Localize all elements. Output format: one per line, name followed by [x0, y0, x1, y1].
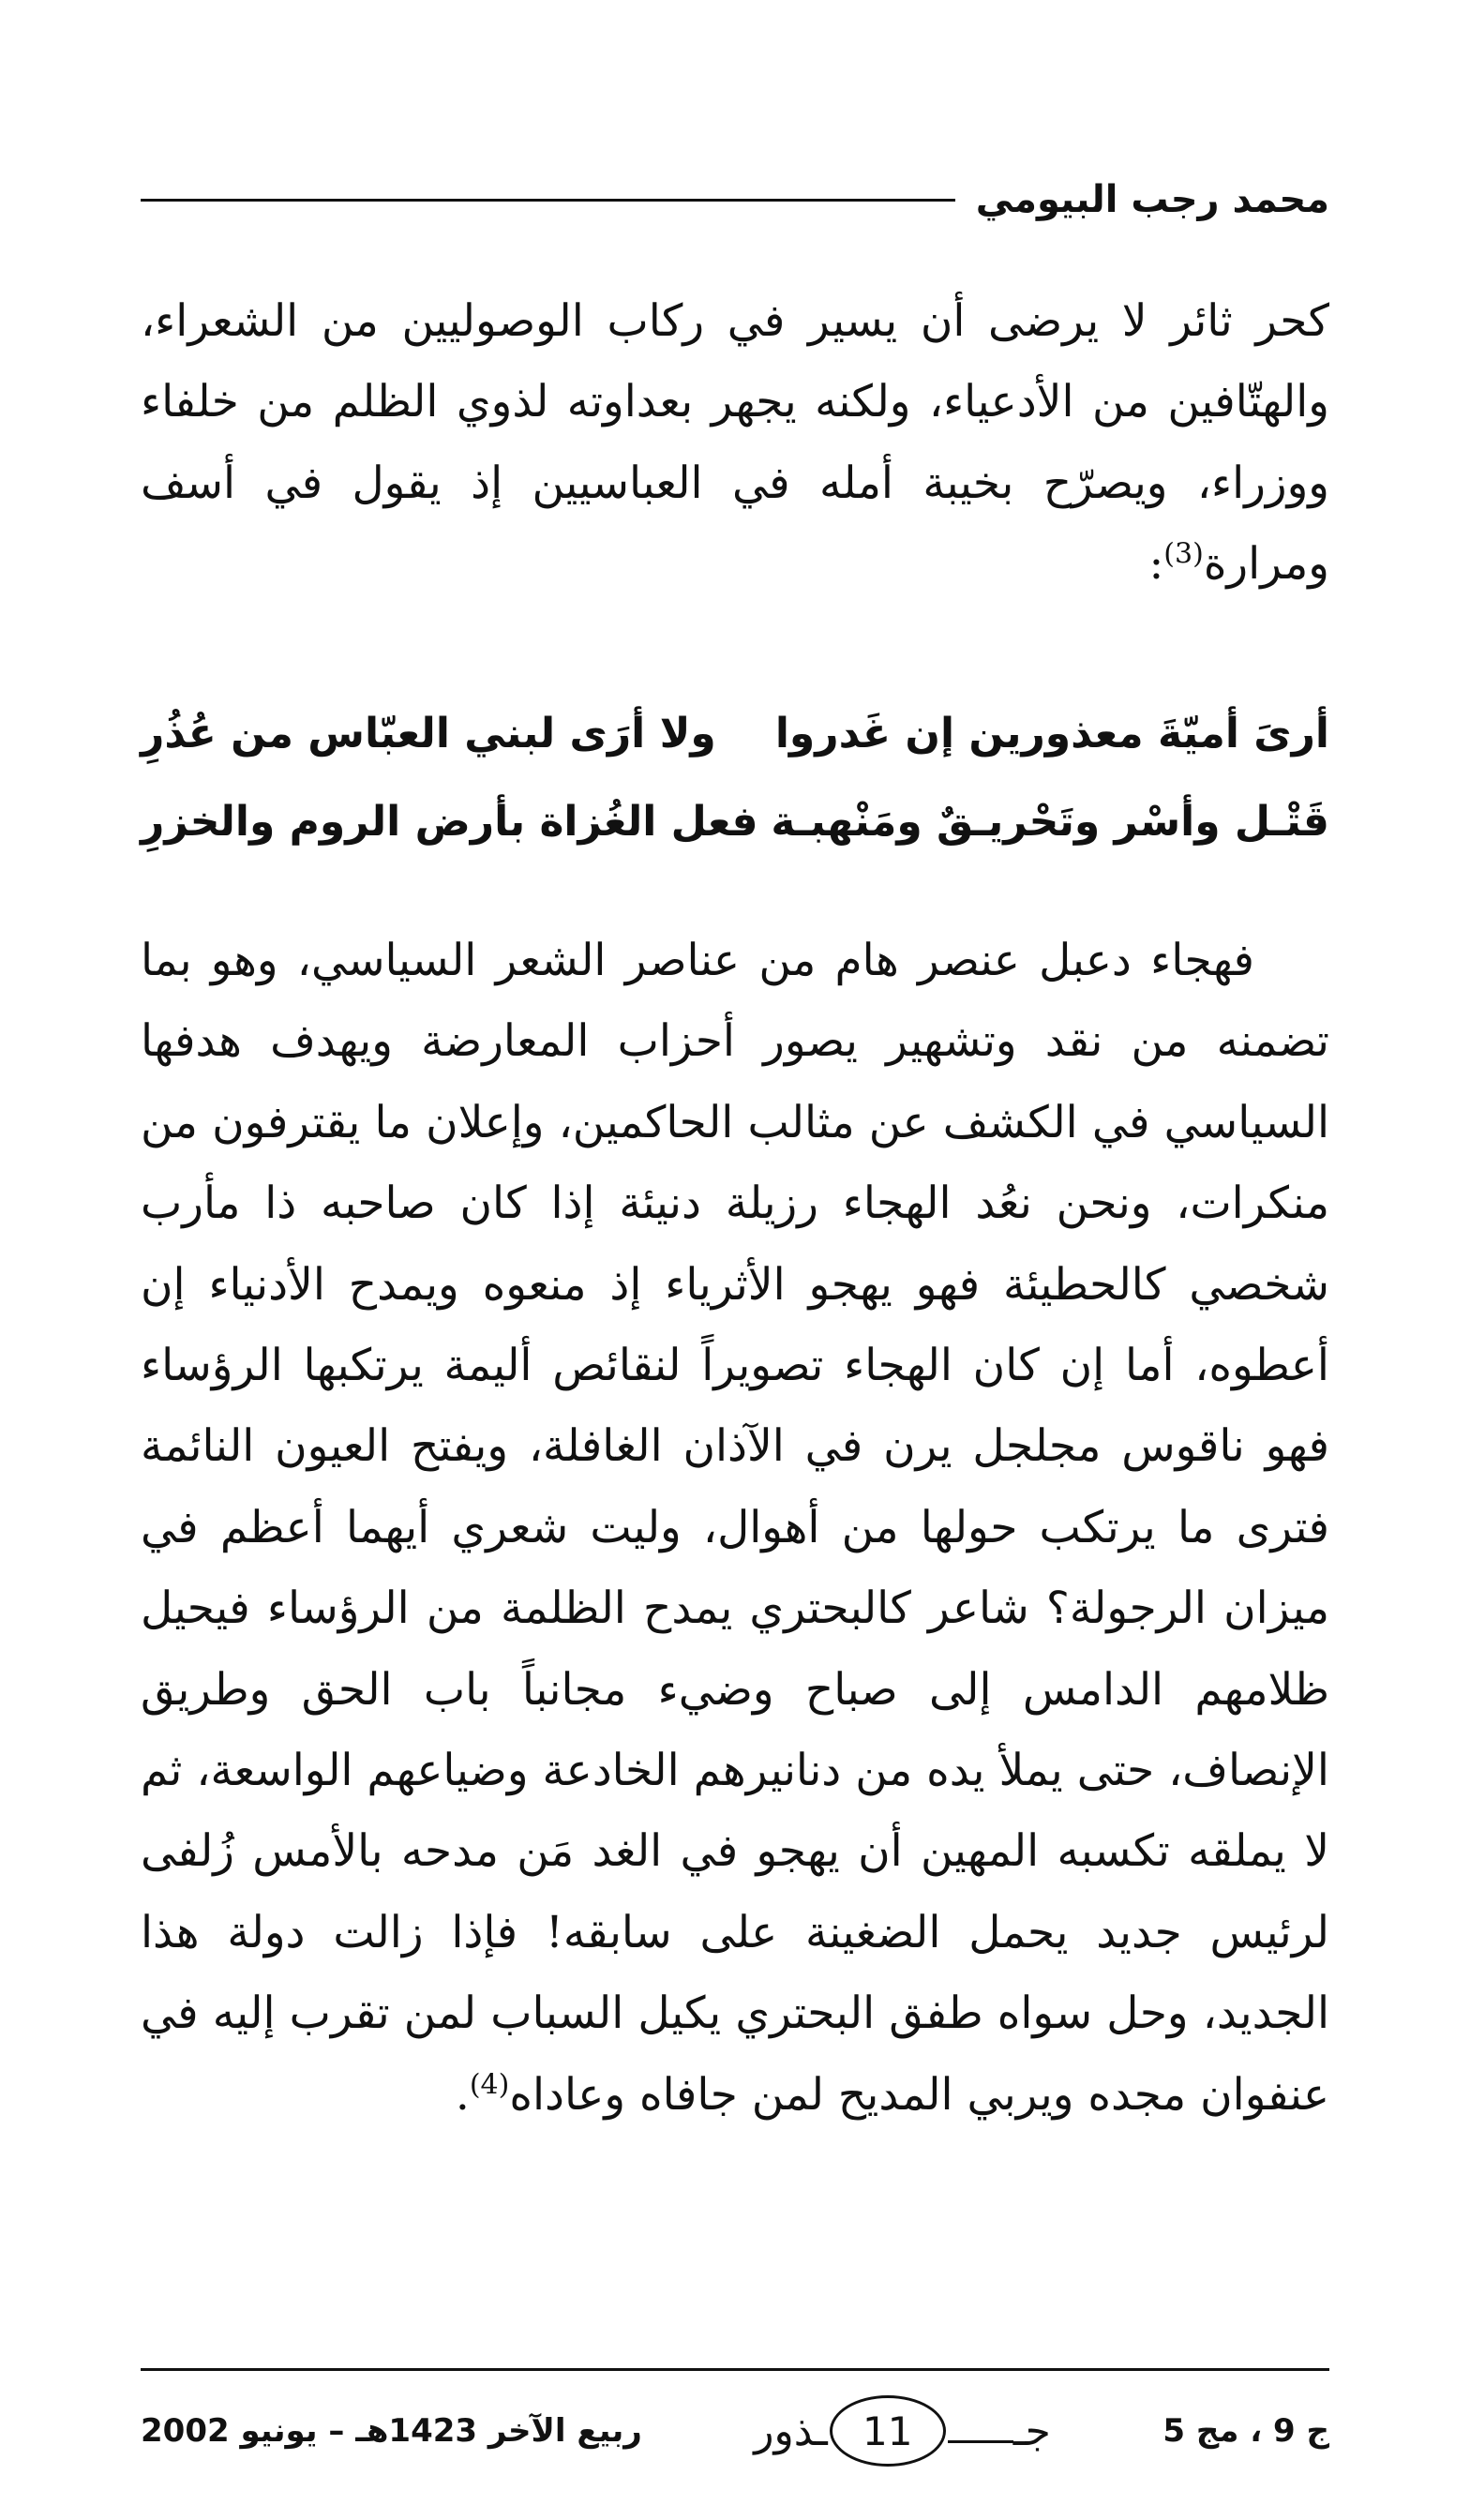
- issue-date: ربيع الآخر 1423هـ – يونيو 2002: [141, 2412, 642, 2450]
- journal-prefix: جـ: [1012, 2407, 1051, 2455]
- verse-line: [141, 777, 1329, 865]
- poem-verses: [141, 689, 1329, 865]
- verse-second-hemistich: ولا أرَى لبني العبّاس من عُذُرِ: [141, 709, 716, 758]
- verse-second-hemistich: فعل الغُزاة بأرض الروم والخزرِ: [141, 797, 758, 846]
- paragraph-2: [141, 921, 1329, 2136]
- journal-name: [754, 2395, 1051, 2467]
- page-number: 11: [830, 2395, 946, 2467]
- issue-volume: ج 9 ، مج 5: [1162, 2412, 1329, 2450]
- paragraph-1-text: كحر ثائر لا يرضى أن يسير في ركاب الوصوليين من الشعراء، والهتّافين من الأدعياء، ولكنه يجهر بعداوته لذوي الظلم من خلفاء ووزراء، ويصرّح بخيبة أمله في العباسيين إذ يقول في أسف ومرارة: [141, 295, 1329, 591]
- journal-suffix: ـذور: [754, 2407, 828, 2455]
- paragraph-2-end: .: [455, 2068, 470, 2121]
- paragraph-2-text: فهجاء دعبل عنصر هام من عناصر الشعر السياسي، وهو بما تضمنه من نقد وتشهير يصور أحزاب المعارضة ويهدف هدفها السياسي في الكشف عن مثالب الحاكمين، وإعلان ما يقترفون من منكرات، ونحن نعُد الهجاء رزيلة دنيئة إذا كان صاحبه ذا مأرب شخصي كالحطيئة فهو يهجو الأثرياء إذ منعوه ويمدح الأدنياء إن أعطوه، أما إن كان الهجاء تصويراً لنقائص أليمة يرتكبها الرؤساء فهو ناقوس مجلجل يرن في الآذان الغافلة، ويفتح العيون النائمة فترى ما يرتكب حولها من أهوال، وليت شعري أيهما أعظم في ميزان الرجولة؟ شاعر كالبحتري يمدح الظلمة من الرؤساء فيحيل ظلامهم الدامس إلى صباح وضيء مجانباً باب الحق وطريق الإنصاف، حتى يملأ يده من دنانيرهم الخادعة وضياعهم الواسعة، ثم لا يملقه تكسبه المهين أن يهجو في الغد مَن مدحه بالأمس زُلفى لرئيس جديد يحمل الضغينة على سابقه! فإذا زالت دولة هذا الجديد، وحل سواه طفق البحتري يكيل السباب لمن تقرب إليه في عنفوان مجده ويربي المديح لمن جافاه وعاداه: [141, 935, 1330, 2121]
- footnote-marker-4: (4): [469, 2068, 510, 2102]
- verse-first-hemistich: أرىَ أميّةَ معذورين إن غَدروا: [774, 709, 1329, 758]
- paragraph-1: [141, 281, 1329, 606]
- tatweel-line: [948, 2440, 1013, 2443]
- paragraph-1-end: :: [1148, 538, 1164, 591]
- page-footer: [141, 2389, 1329, 2473]
- verse-first-hemistich: قَتْـل وأسْر وتَحْريـقٌ ومَنْهبـة: [771, 797, 1329, 846]
- verse-line: [141, 689, 1329, 777]
- footnote-marker-3: (3): [1163, 537, 1204, 571]
- footer-rule: [141, 2368, 1329, 2371]
- header-rule: [141, 199, 955, 202]
- running-header: [141, 167, 1329, 232]
- author-name: محمد رجب البيومي: [975, 178, 1329, 221]
